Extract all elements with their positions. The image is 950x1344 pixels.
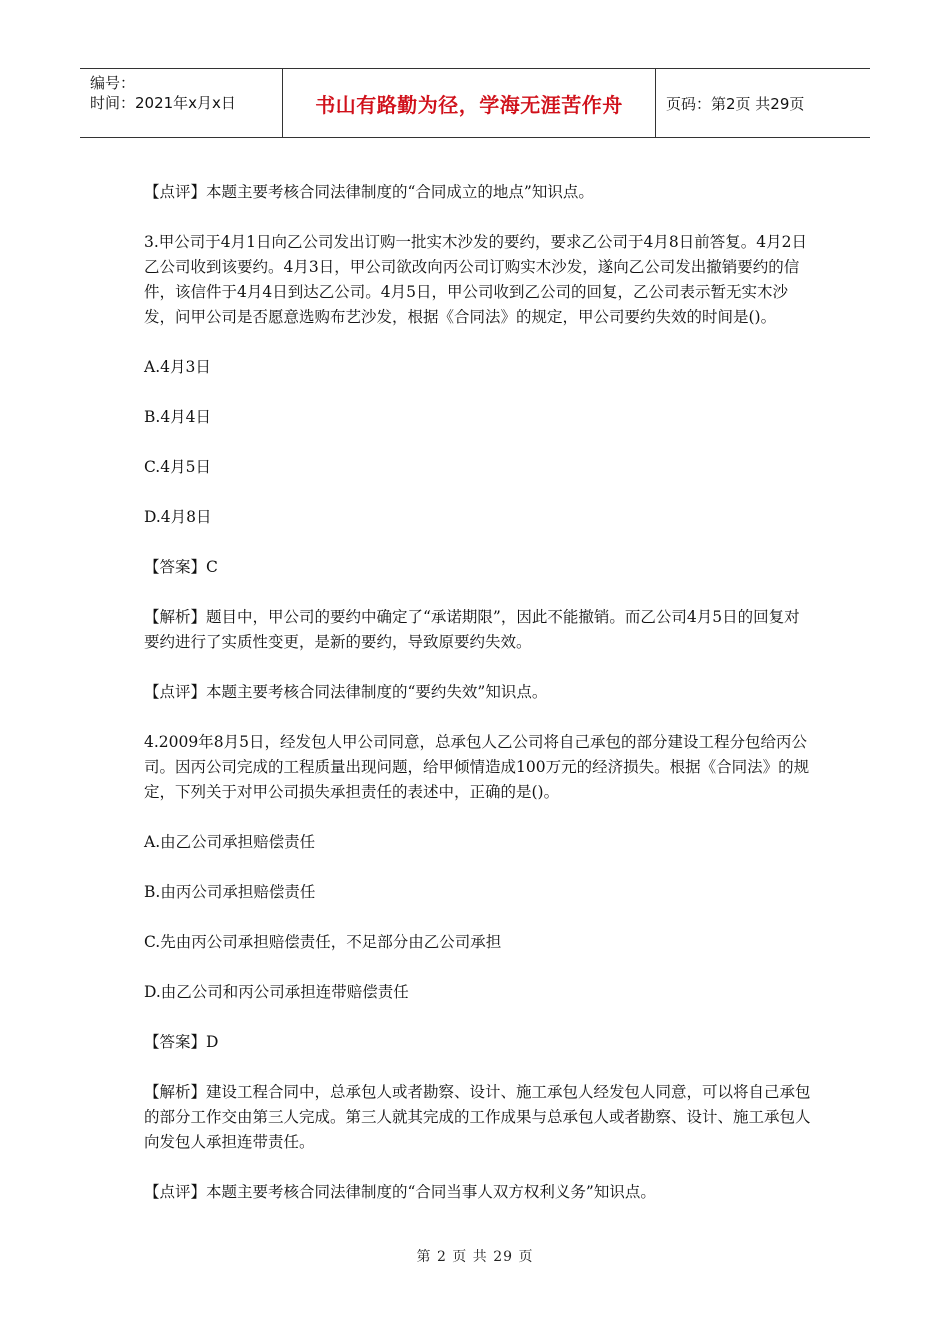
- question-3-analysis: 【解析】题目中，甲公司的要约中确定了“承诺期限”，因此不能撤销。而乙公司4月5日的回复对要约进行了实质性变更，是新的要约，导致原要约失效。: [144, 608, 800, 651]
- document-time-label: 时间：2021年x月x日: [90, 94, 236, 112]
- question-3-option-a: A.4月3日: [144, 358, 211, 376]
- document-body: [144, 180, 814, 1230]
- question-3-option-b: B.4月4日: [144, 408, 212, 426]
- header-meta-cell: [80, 69, 283, 137]
- page-header: [80, 68, 870, 138]
- header-motto: 书山有路勤为径，学海无涯苦作舟: [315, 92, 623, 117]
- question-4-option-d: D.由乙公司和丙公司承担连带赔偿责任: [144, 983, 409, 1001]
- header-page-info: 页码：第2页 共29页: [666, 94, 805, 113]
- question-3-option-c: C.4月5日: [144, 458, 211, 476]
- question-4-stem: 4.2009年8月5日，经发包人甲公司同意，总承包人乙公司将自己承包的部分建设工程分包给丙公司。因丙公司完成的工程质量出现问题，给甲倾情造成100万元的经济损失。根据《合同法》的规定，下列关于对甲公司损失承担责任的表述中，正确的是()。: [144, 733, 810, 801]
- comment-paragraph: 【点评】本题主要考核合同法律制度的“合同成立的地点”知识点。: [144, 183, 594, 201]
- page-footer: 第 2 页 共 29 页: [416, 1249, 534, 1265]
- header-motto-cell: [283, 69, 656, 137]
- question-4-option-a: A.由乙公司承担赔偿责任: [144, 833, 316, 851]
- question-3-answer: 【答案】C: [144, 558, 218, 576]
- question-3-comment: 【点评】本题主要考核合同法律制度的“要约失效”知识点。: [144, 683, 548, 701]
- question-4-answer: 【答案】D: [144, 1033, 219, 1051]
- question-4-option-b: B.由丙公司承担赔偿责任: [144, 883, 316, 901]
- document-number-label: 编号：: [90, 74, 136, 92]
- question-3-option-d: D.4月8日: [144, 508, 212, 526]
- question-4-option-c: C.先由丙公司承担赔偿责任，不足部分由乙公司承担: [144, 933, 502, 951]
- question-3-stem: 3.甲公司于4月1日向乙公司发出订购一批实木沙发的要约，要求乙公司于4月8日前答复。4月2日乙公司收到该要约。4月3日，甲公司欲改向丙公司订购实木沙发，遂向乙公司发出撤销要约的信件，该信件于4月4日到达乙公司。4月5日，甲公司收到乙公司的回复，乙公司表示暂无实木沙发，问甲公司是否愿意选购布艺沙发，根据《合同法》的规定，甲公司要约失效的时间是()。: [144, 233, 807, 326]
- question-4-comment: 【点评】本题主要考核合同法律制度的“合同当事人双方权利义务”知识点。: [144, 1183, 656, 1201]
- header-page-cell: [656, 69, 870, 137]
- question-4-analysis: 【解析】建设工程合同中，总承包人或者勘察、设计、施工承包人经发包人同意，可以将自己承包的部分工作交由第三人完成。第三人就其完成的工作成果与总承包人或者勘察、设计、施工承包人向发包人承担连带责任。: [144, 1083, 811, 1151]
